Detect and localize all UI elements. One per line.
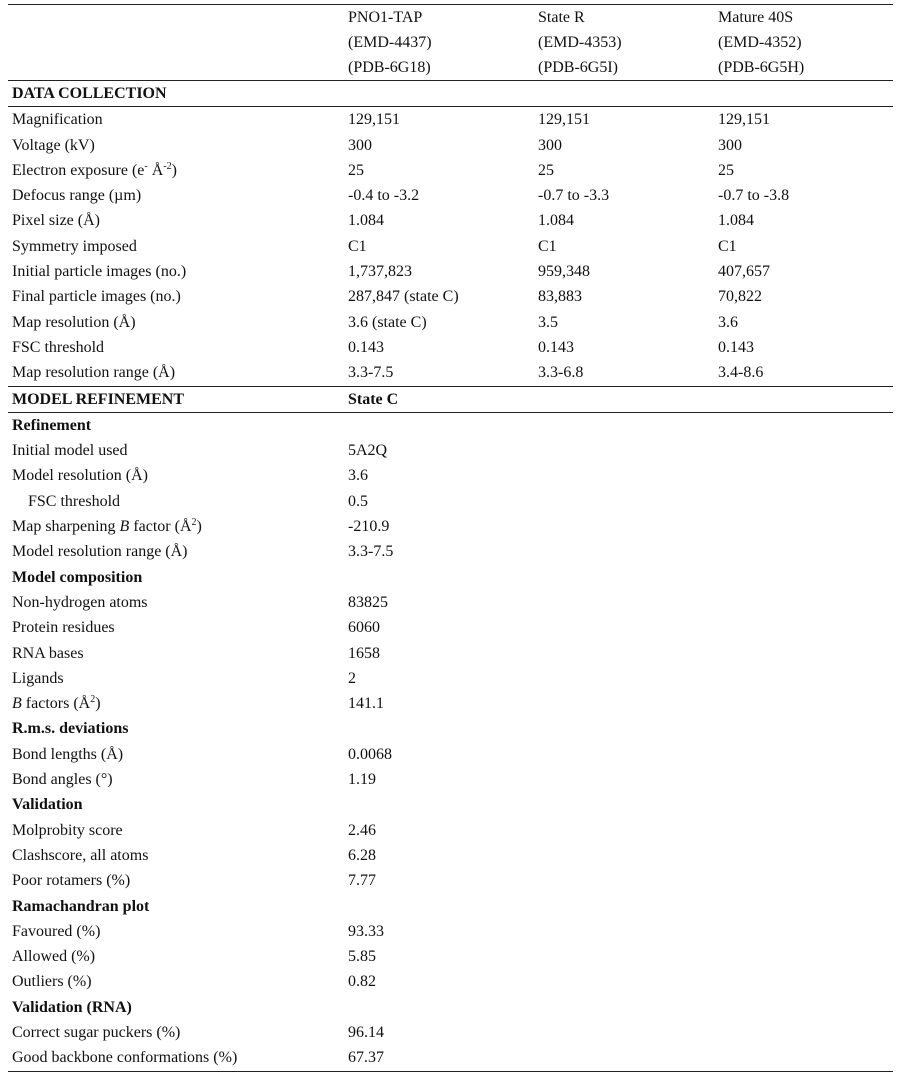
subsection-refinement xyxy=(8,412,893,438)
header-line: (EMD-4437) xyxy=(348,34,432,51)
cell-value: C1 xyxy=(538,237,557,255)
table-row xyxy=(8,969,893,994)
cell-value: 3.4-8.6 xyxy=(718,364,764,382)
row-label: Non-hydrogen atoms xyxy=(12,593,148,611)
row-label: Initial model used xyxy=(12,442,128,460)
table-row xyxy=(8,539,893,564)
header-line: (EMD-4352) xyxy=(718,34,802,51)
table-row xyxy=(8,158,893,183)
section-heading: DATA COLLECTION xyxy=(12,85,167,102)
row-label: Outliers (%) xyxy=(12,973,92,991)
label-superscript: 2 xyxy=(90,694,96,706)
header-line: Mature 40S xyxy=(718,9,794,26)
table-row xyxy=(8,615,893,640)
header-state-r xyxy=(534,5,714,81)
label-superscript: 2 xyxy=(191,517,197,529)
table-row xyxy=(8,360,893,386)
subsection-heading: Validation xyxy=(12,796,83,814)
subsection-heading: R.m.s. deviations xyxy=(12,720,129,738)
subsection-rms-deviations xyxy=(8,716,893,741)
cell-value: 3.6 (state C) xyxy=(348,313,427,331)
subsection-ramachandran xyxy=(8,894,893,919)
subsection-heading: Ramachandran plot xyxy=(12,897,150,915)
cell-value: 2.46 xyxy=(348,821,376,839)
section-model-refinement xyxy=(8,386,893,412)
cell-value: 300 xyxy=(538,136,562,154)
cell-value: 0.5 xyxy=(348,492,368,510)
state-label: State C xyxy=(348,390,399,408)
row-label: Pixel size (Å) xyxy=(12,212,100,230)
cell-value: 1.084 xyxy=(718,212,754,230)
cell-value: 6060 xyxy=(348,619,380,637)
cell-value: 1658 xyxy=(348,644,380,662)
cell-value: 96.14 xyxy=(348,1023,384,1041)
table-row xyxy=(8,641,893,666)
row-label: Clashscore, all atoms xyxy=(12,846,149,864)
header-line: State R xyxy=(538,9,585,26)
row-label: Model resolution (Å) xyxy=(12,467,148,485)
table-row xyxy=(8,666,893,691)
cell-value: 129,151 xyxy=(718,111,770,129)
label-part: ) xyxy=(171,161,177,179)
cell-value: -0.7 to -3.3 xyxy=(538,187,610,205)
cell-value: 83825 xyxy=(348,593,388,611)
table-row xyxy=(8,284,893,309)
table-row xyxy=(8,183,893,208)
row-label: Ligands xyxy=(12,669,64,687)
cell-value: 6.28 xyxy=(348,846,376,864)
label-part: Map sharpening xyxy=(12,518,120,536)
cell-value: 25 xyxy=(718,161,734,179)
header-mature-40s xyxy=(714,5,893,81)
row-label: Favoured (%) xyxy=(12,922,101,940)
table-row xyxy=(8,133,893,158)
cell-value: C1 xyxy=(718,237,737,255)
row-label: Voltage (kV) xyxy=(12,136,95,154)
table-row xyxy=(8,944,893,969)
table-row xyxy=(8,818,893,843)
row-label: Map resolution range (Å) xyxy=(12,364,176,382)
row-label xyxy=(8,691,344,716)
cell-value: 287,847 (state C) xyxy=(348,288,459,306)
cell-value: 1.084 xyxy=(348,212,384,230)
label-part: Å xyxy=(147,161,164,179)
table-row xyxy=(8,208,893,233)
table-row xyxy=(8,234,893,259)
cell-value: 25 xyxy=(538,161,554,179)
cell-value: 5A2Q xyxy=(348,442,388,460)
cell-value: 83,883 xyxy=(538,288,582,306)
row-label: Protein residues xyxy=(12,619,115,637)
table-row xyxy=(8,107,893,133)
cell-value: 3.3-6.8 xyxy=(538,364,584,382)
table-row xyxy=(8,767,893,792)
section-data-collection xyxy=(8,81,893,107)
table-row xyxy=(8,463,893,488)
cell-value: 3.3-7.5 xyxy=(348,543,394,561)
row-label: Bond lengths (Å) xyxy=(12,745,124,763)
table-row xyxy=(8,742,893,767)
cell-value: 0.143 xyxy=(538,338,574,356)
header-line: (EMD-4353) xyxy=(538,34,622,51)
table-row xyxy=(8,335,893,360)
row-label: Bond angles (°) xyxy=(12,771,113,789)
row-label xyxy=(8,158,344,183)
header-line: (PDB-6G5I) xyxy=(538,59,618,76)
cell-value: 141.1 xyxy=(348,695,384,713)
cell-value: 3.6 xyxy=(348,467,368,485)
table-row xyxy=(8,919,893,944)
row-label: RNA bases xyxy=(12,644,84,662)
cell-value: 5.85 xyxy=(348,948,376,966)
cell-value: 3.3-7.5 xyxy=(348,364,394,382)
cell-value: 3.6 xyxy=(718,313,738,331)
label-part: factors (Å xyxy=(21,695,91,713)
cell-value: 25 xyxy=(348,161,364,179)
subsection-heading: Refinement xyxy=(12,416,92,434)
table-row xyxy=(8,1045,893,1071)
subsection-validation xyxy=(8,792,893,817)
row-label: Defocus range (µm) xyxy=(12,187,142,205)
cell-value: 0.82 xyxy=(348,973,376,991)
label-part: ) xyxy=(95,695,101,713)
row-label: FSC threshold xyxy=(12,338,105,356)
table-row xyxy=(8,843,893,868)
cell-value: 129,151 xyxy=(538,111,590,129)
table-row xyxy=(8,438,893,463)
header-line: PNO1-TAP xyxy=(348,9,423,26)
cell-value: 300 xyxy=(718,136,742,154)
row-label: Magnification xyxy=(12,111,103,129)
cell-value: C1 xyxy=(348,237,367,255)
table-header xyxy=(8,5,893,81)
subsection-model-composition xyxy=(8,565,893,590)
cell-value: 1,737,823 xyxy=(348,263,412,281)
table-row xyxy=(8,514,893,539)
label-part: Electron exposure (e xyxy=(12,161,145,179)
row-label: FSC threshold xyxy=(28,492,121,510)
header-row xyxy=(8,5,893,81)
cell-value: 0.143 xyxy=(718,338,754,356)
label-italic: B xyxy=(119,518,130,536)
row-label: Initial particle images (no.) xyxy=(12,263,187,281)
table-row xyxy=(8,489,893,514)
row-label xyxy=(8,514,344,539)
table-body xyxy=(8,81,893,1072)
header-empty-cell xyxy=(8,5,344,81)
table-row xyxy=(8,868,893,893)
header-pno1-tap xyxy=(344,5,534,81)
section-heading: MODEL REFINEMENT xyxy=(12,390,185,408)
cell-value: 3.5 xyxy=(538,313,558,331)
cell-value: 0.0068 xyxy=(348,745,392,763)
cell-value: 129,151 xyxy=(348,111,400,129)
table-row xyxy=(8,590,893,615)
row-label: Correct sugar puckers (%) xyxy=(12,1023,181,1041)
cell-value: 93.33 xyxy=(348,922,384,940)
label-superscript: -2 xyxy=(163,160,172,172)
statistics-table xyxy=(8,4,893,1072)
row-label: Symmetry imposed xyxy=(12,237,137,255)
label-italic: B xyxy=(12,695,22,713)
label-superscript: - xyxy=(144,160,148,172)
table-row xyxy=(8,691,893,716)
header-line: (PDB-6G18) xyxy=(348,59,431,76)
label-part: factor (Å xyxy=(129,518,192,536)
subsection-validation-rna xyxy=(8,995,893,1020)
cell-value: 7.77 xyxy=(348,872,376,890)
cell-value: 1.084 xyxy=(538,212,574,230)
cell-value: -0.7 to -3.8 xyxy=(718,187,790,205)
subsection-heading: Model composition xyxy=(12,568,143,586)
table-row xyxy=(8,259,893,284)
cell-value: 959,348 xyxy=(538,263,590,281)
row-label: Poor rotamers (%) xyxy=(12,872,131,890)
cell-value: 1.19 xyxy=(348,771,376,789)
cell-value: -210.9 xyxy=(348,518,390,536)
cell-value: 2 xyxy=(348,669,356,687)
header-line: (PDB-6G5H) xyxy=(718,59,805,76)
table-row xyxy=(8,1020,893,1045)
cell-value: 0.143 xyxy=(348,338,384,356)
cell-value: 70,822 xyxy=(718,288,762,306)
cell-value: 300 xyxy=(348,136,372,154)
cell-value: -0.4 to -3.2 xyxy=(348,187,420,205)
row-label: Molprobity score xyxy=(12,821,123,839)
row-label: Final particle images (no.) xyxy=(12,288,181,306)
cell-value: 67.37 xyxy=(348,1049,384,1067)
row-label: Map resolution (Å) xyxy=(12,313,136,331)
subsection-heading: Validation (RNA) xyxy=(12,998,132,1016)
row-label: Model resolution range (Å) xyxy=(12,543,188,561)
cell-value: 407,657 xyxy=(718,263,770,281)
row-label: Allowed (%) xyxy=(12,948,96,966)
table-row xyxy=(8,310,893,335)
label-part: ) xyxy=(196,518,202,536)
row-label: Good backbone conformations (%) xyxy=(12,1049,238,1067)
